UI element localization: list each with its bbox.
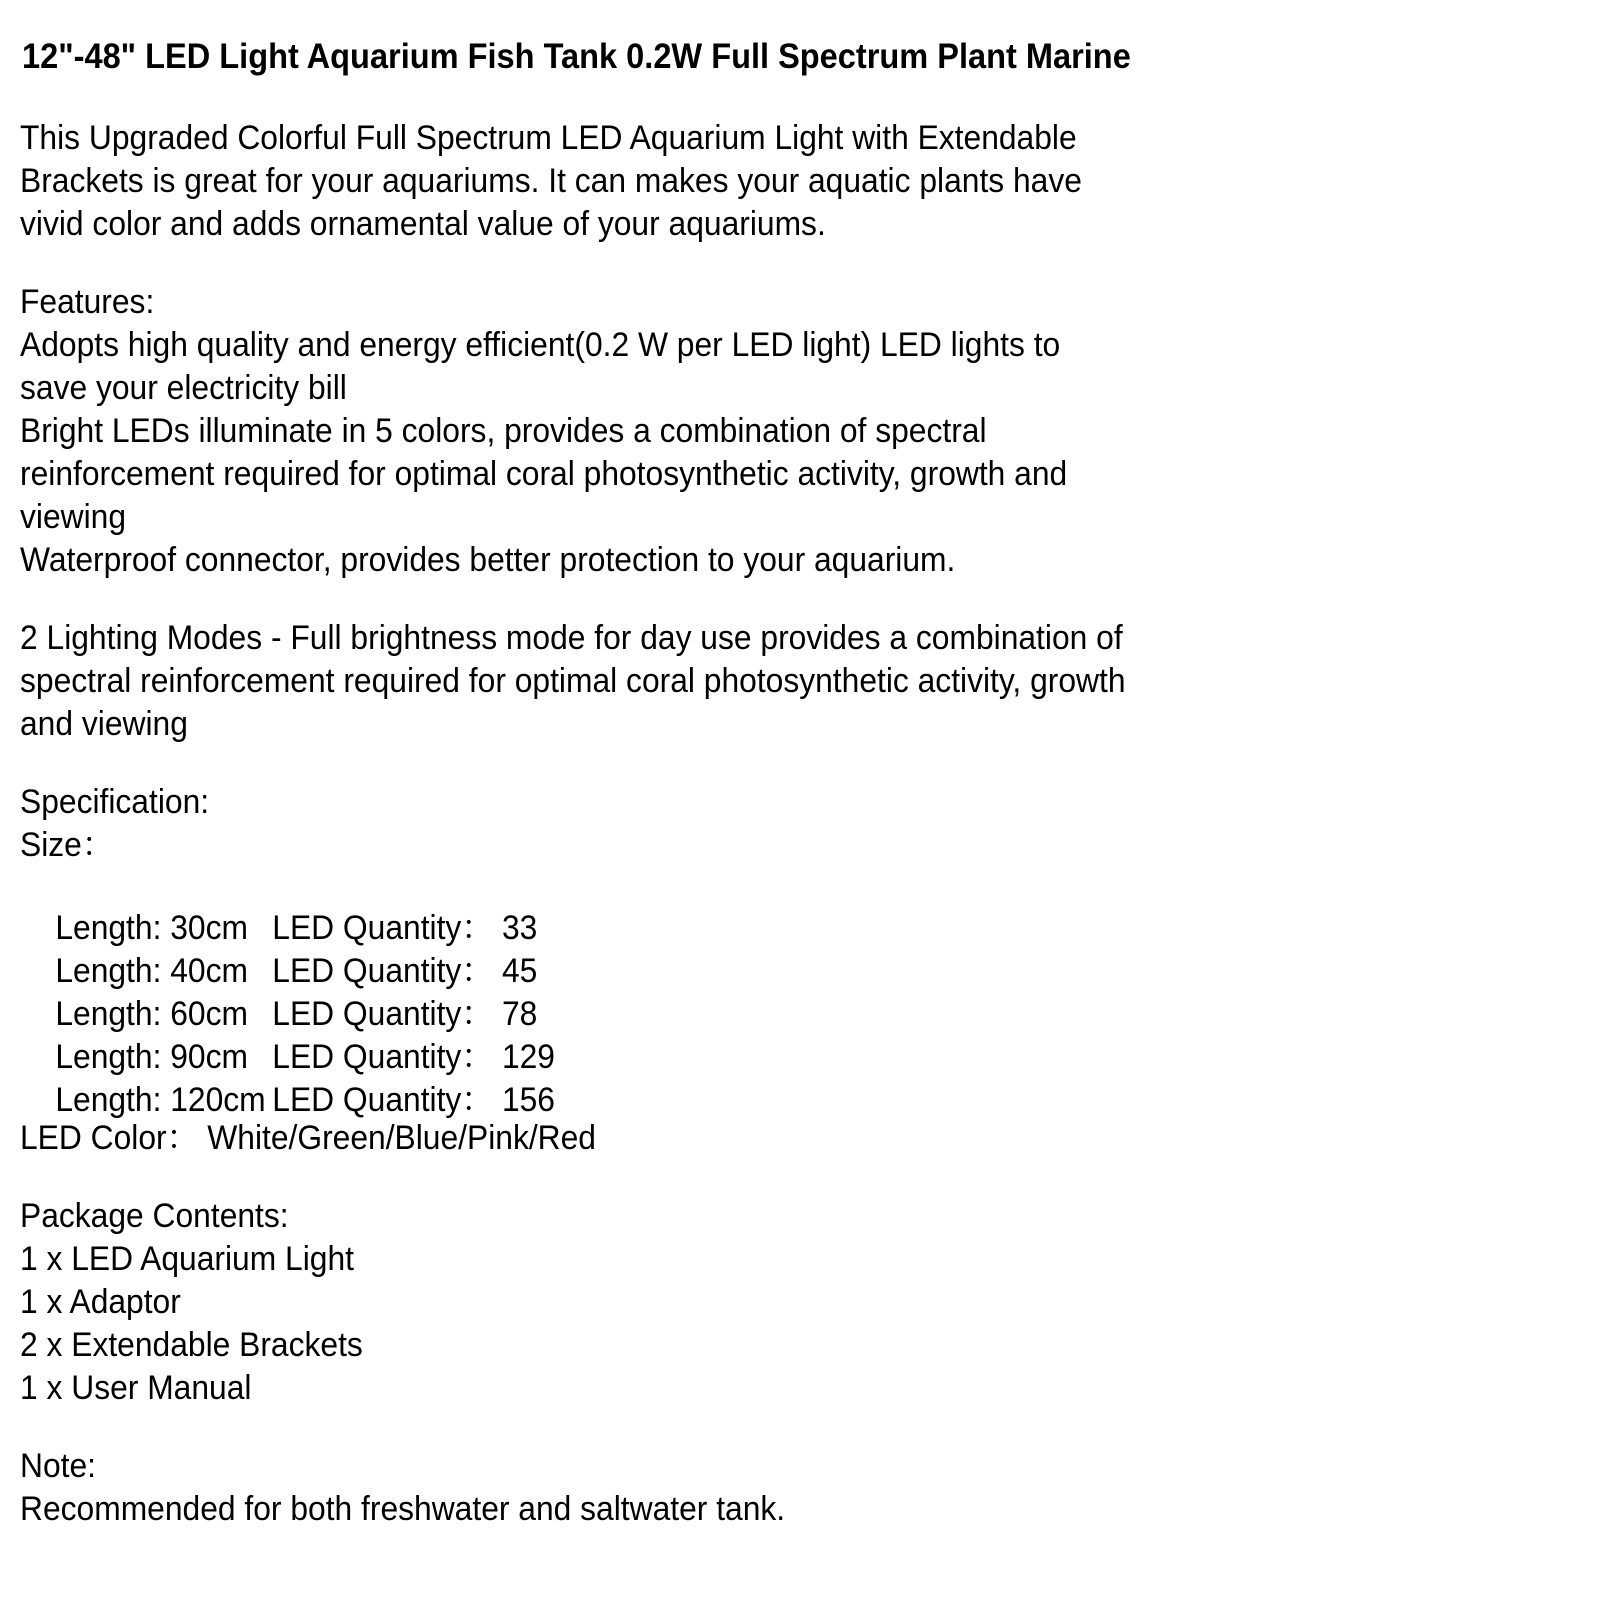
features-line-1: Adopts high quality and energy efficient(0.2 W per LED light) LED lights to — [20, 326, 1061, 364]
size-row-quantity: LED Quantity： 129 — [272, 1038, 555, 1076]
package-item: 2 x Extendable Brackets — [20, 1326, 363, 1364]
size-row-quantity: LED Quantity： 156 — [272, 1081, 555, 1119]
size-row-length: Length: 90cm — [55, 1038, 248, 1076]
features-line-5: viewing — [20, 498, 127, 536]
size-row-length: Length: 40cm — [55, 952, 248, 990]
package-item: 1 x User Manual — [20, 1369, 252, 1407]
features-heading: Features: — [20, 283, 155, 321]
specification-heading: Specification: — [20, 783, 210, 821]
features-line-4: reinforcement required for optimal coral photosynthetic activity, growth and — [20, 455, 1068, 493]
features-line-6: Waterproof connector, provides better protection to your aquarium. — [20, 541, 956, 579]
note-line-1: Recommended for both freshwater and saltwater tank. — [20, 1490, 786, 1528]
intro-line-2: Brackets is great for your aquariums. It can makes your aquatic plants have — [20, 162, 1082, 200]
note-heading: Note: — [20, 1447, 96, 1485]
size-row-quantity: LED Quantity： 33 — [272, 909, 538, 947]
modes-line-1: 2 Lighting Modes - Full brightness mode for day use provides a combination of — [20, 619, 1123, 657]
package-item: 1 x Adaptor — [20, 1283, 181, 1321]
led-color-line: LED Color： White/Green/Blue/Pink/Red — [20, 1119, 597, 1157]
size-row-quantity: LED Quantity： 78 — [272, 995, 538, 1033]
size-row-length: Length: 30cm — [55, 909, 248, 947]
modes-line-2: spectral reinforcement required for optimal coral photosynthetic activity, growth — [20, 662, 1126, 700]
features-line-2: save your electricity bill — [20, 369, 347, 407]
size-row-quantity: LED Quantity： 45 — [272, 952, 538, 990]
size-row-length: Length: 60cm — [55, 995, 248, 1033]
package-heading: Package Contents: — [20, 1197, 289, 1235]
size-label: Size： — [20, 826, 114, 864]
package-item: 1 x LED Aquarium Light — [20, 1240, 354, 1278]
features-line-3: Bright LEDs illuminate in 5 colors, provides a combination of spectral — [20, 412, 987, 450]
intro-line-1: This Upgraded Colorful Full Spectrum LED Aquarium Light with Extendable — [20, 119, 1077, 157]
modes-line-3: and viewing — [20, 705, 188, 743]
size-row-length: Length: 120cm — [55, 1081, 266, 1119]
intro-line-3: vivid color and adds ornamental value of your aquariums. — [20, 205, 826, 243]
page-title: 12"-48" LED Light Aquarium Fish Tank 0.2W Full Spectrum Plant Marine — [22, 37, 1131, 76]
